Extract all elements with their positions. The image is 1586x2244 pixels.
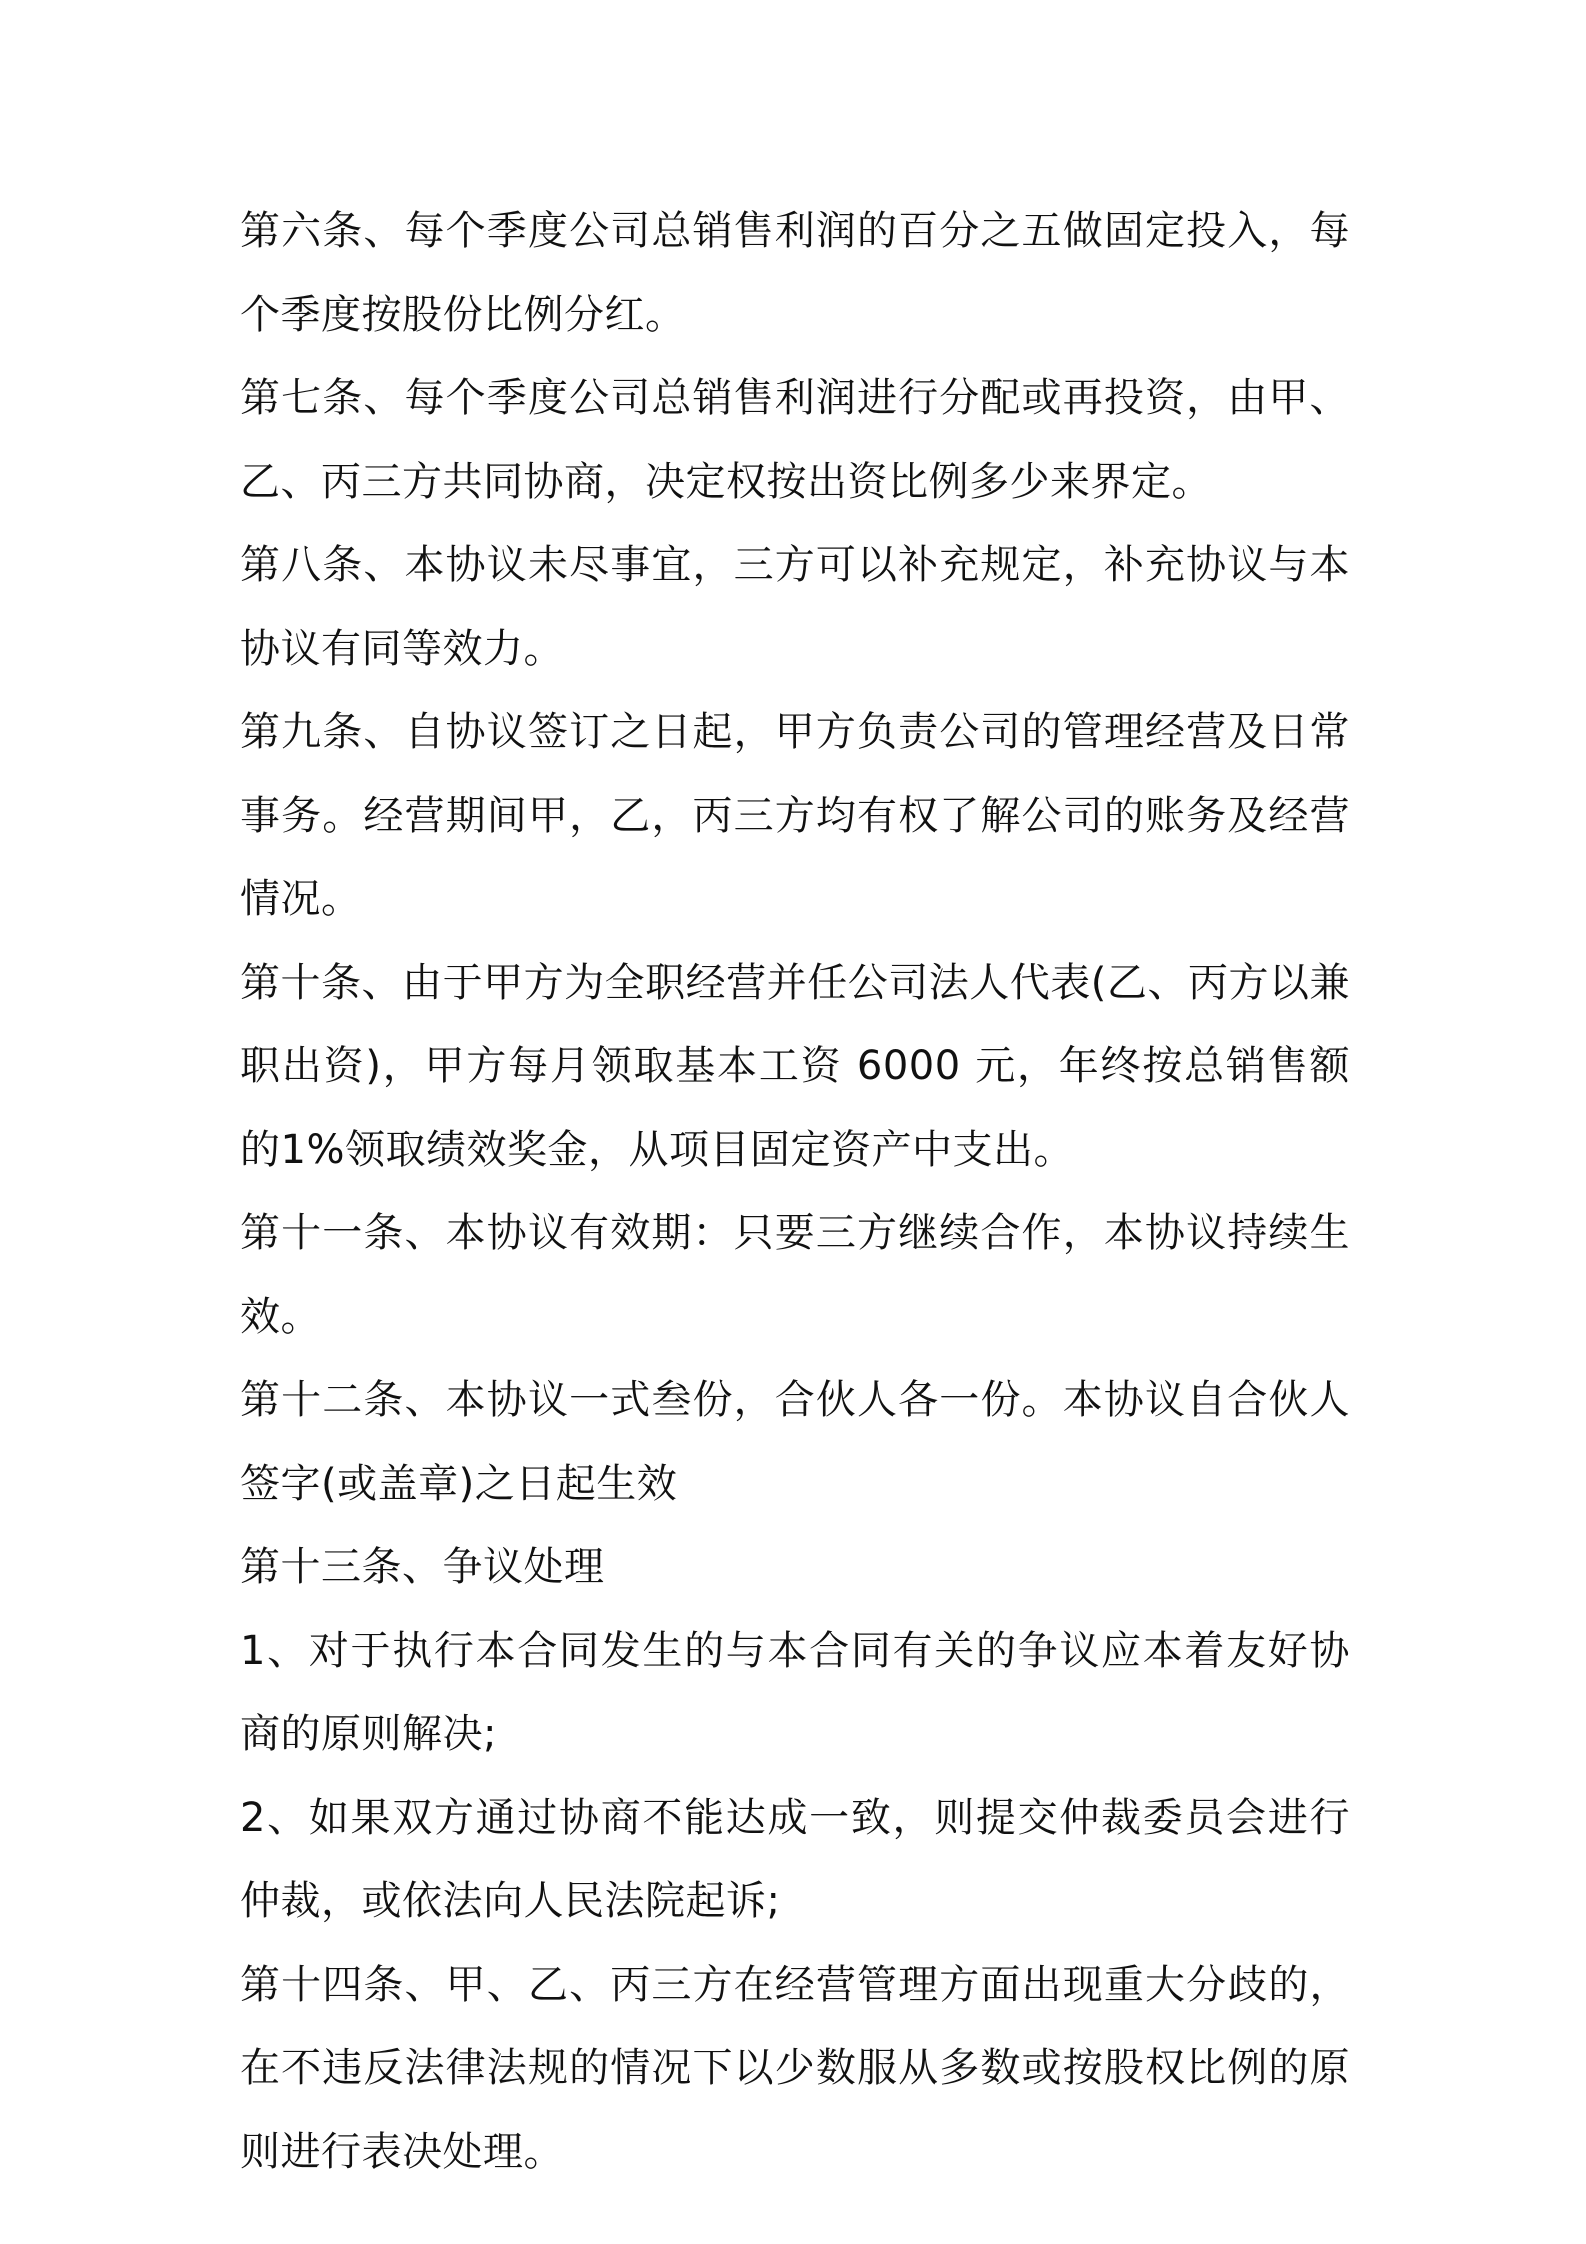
clause-11: 第十一条、本协议有效期：只要三方继续合作，本协议持续生效。: [240, 1210, 1350, 1340]
clause-10: 第十条、由于甲方为全职经营并任公司法人代表(乙、丙方以兼职出资)，甲方每月领取基本工资 6000 元，年终按总销售额的1%领取绩效奖金，从项目固定资产中支出。: [240, 959, 1350, 1173]
clause-14: 第十四条、甲、乙、丙三方在经营管理方面出现重大分歧的，在不违反法律法规的情况下以少数服从多数或按股权比例的原则进行表决处理。: [240, 1961, 1350, 2175]
clause-13-item-2: 2、如果双方通过协商不能达成一致，则提交仲裁委员会进行仲裁，或依法向人民法院起诉;: [240, 1794, 1350, 1924]
clause-6: 第六条、每个季度公司总销售利润的百分之五做固定投入，每个季度按股份比例分红。: [240, 208, 1350, 338]
clause-9: 第九条、自协议签订之日起，甲方负责公司的管理经营及日常事务。经营期间甲，乙，丙三方均有权了解公司的账务及经营情况。: [240, 709, 1350, 922]
clause-8: 第八条、本协议未尽事宜，三方可以补充规定，补充协议与本协议有同等效力。: [240, 542, 1350, 672]
document-body: [240, 190, 1350, 2194]
clause-12: 第十二条、本协议一式叁份，合伙人各一份。本协议自合伙人签字(或盖章)之日起生效: [240, 1377, 1350, 1507]
clause-13-heading: 第十三条、争议处理: [240, 1544, 605, 1590]
clause-13-item-1: 1、对于执行本合同发生的与本合同有关的争议应本着友好协商的原则解决;: [240, 1627, 1350, 1757]
clause-7: 第七条、每个季度公司总销售利润进行分配或再投资，由甲、乙、丙三方共同协商，决定权按出资比例多少来界定。: [240, 375, 1350, 505]
